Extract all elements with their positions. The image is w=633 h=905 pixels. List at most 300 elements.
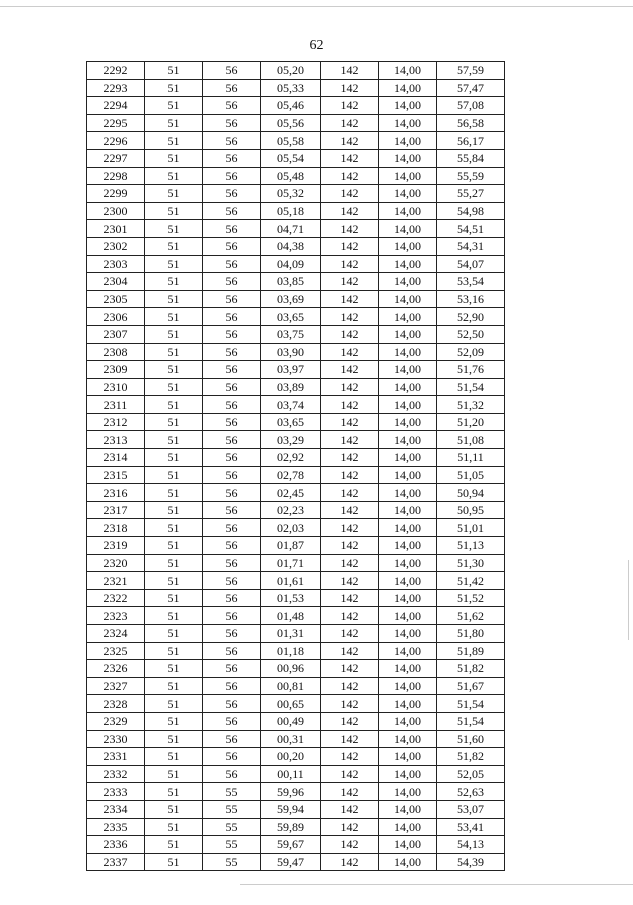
cell-lat-minutes: 56	[203, 625, 261, 643]
cell-lat-seconds: 05,33	[261, 79, 321, 97]
cell-point-number: 2326	[87, 660, 145, 678]
cell-lon-degrees: 142	[321, 572, 379, 590]
cell-lat-minutes: 56	[203, 484, 261, 502]
cell-lat-seconds: 59,47	[261, 853, 321, 871]
cell-lon-minutes: 14,00	[379, 501, 437, 519]
cell-lon-degrees: 142	[321, 466, 379, 484]
cell-point-number: 2314	[87, 449, 145, 467]
cell-point-number: 2299	[87, 185, 145, 203]
cell-lat-minutes: 56	[203, 413, 261, 431]
cell-lon-minutes: 14,00	[379, 607, 437, 625]
cell-lat-degrees: 51	[145, 853, 203, 871]
cell-lon-minutes: 14,00	[379, 343, 437, 361]
cell-lon-minutes: 14,00	[379, 202, 437, 220]
cell-lon-degrees: 142	[321, 607, 379, 625]
cell-lon-seconds: 57,47	[437, 79, 505, 97]
cell-point-number: 2323	[87, 607, 145, 625]
table-row	[87, 818, 505, 836]
cell-point-number: 2304	[87, 273, 145, 291]
cell-lon-seconds: 51,60	[437, 730, 505, 748]
cell-lat-minutes: 55	[203, 818, 261, 836]
cell-lat-minutes: 56	[203, 396, 261, 414]
cell-lon-degrees: 142	[321, 589, 379, 607]
cell-lat-seconds: 59,94	[261, 800, 321, 818]
cell-lat-seconds: 03,85	[261, 273, 321, 291]
cell-point-number: 2315	[87, 466, 145, 484]
cell-lon-seconds: 52,50	[437, 325, 505, 343]
cell-point-number: 2293	[87, 79, 145, 97]
cell-lon-minutes: 14,00	[379, 79, 437, 97]
cell-lon-seconds: 51,30	[437, 554, 505, 572]
cell-lat-degrees: 51	[145, 730, 203, 748]
cell-lon-seconds: 52,05	[437, 765, 505, 783]
table-row	[87, 62, 505, 80]
cell-lat-degrees: 51	[145, 836, 203, 854]
cell-lon-seconds: 50,94	[437, 484, 505, 502]
cell-point-number: 2310	[87, 378, 145, 396]
cell-lon-degrees: 142	[321, 695, 379, 713]
table-row	[87, 783, 505, 801]
cell-lon-seconds: 51,82	[437, 660, 505, 678]
cell-lon-degrees: 142	[321, 132, 379, 150]
cell-lat-minutes: 55	[203, 783, 261, 801]
scan-edge-bottom	[240, 884, 633, 885]
cell-lat-minutes: 56	[203, 449, 261, 467]
cell-lon-degrees: 142	[321, 800, 379, 818]
cell-lat-seconds: 03,65	[261, 413, 321, 431]
table-row	[87, 132, 505, 150]
cell-lat-degrees: 51	[145, 572, 203, 590]
cell-lon-minutes: 14,00	[379, 185, 437, 203]
cell-lat-minutes: 55	[203, 800, 261, 818]
cell-lat-degrees: 51	[145, 237, 203, 255]
cell-lat-degrees: 51	[145, 273, 203, 291]
cell-lon-seconds: 54,13	[437, 836, 505, 854]
cell-lon-seconds: 51,01	[437, 519, 505, 537]
cell-lon-minutes: 14,00	[379, 712, 437, 730]
table-row	[87, 625, 505, 643]
cell-lon-seconds: 52,09	[437, 343, 505, 361]
cell-lat-degrees: 51	[145, 519, 203, 537]
cell-lon-minutes: 14,00	[379, 273, 437, 291]
cell-lon-seconds: 54,98	[437, 202, 505, 220]
cell-lon-degrees: 142	[321, 748, 379, 766]
cell-lat-minutes: 56	[203, 132, 261, 150]
cell-lat-seconds: 05,20	[261, 62, 321, 80]
cell-lat-degrees: 51	[145, 396, 203, 414]
table-row	[87, 361, 505, 379]
cell-lon-minutes: 14,00	[379, 748, 437, 766]
scan-edge-right	[628, 560, 629, 640]
cell-lat-degrees: 51	[145, 748, 203, 766]
cell-lat-degrees: 51	[145, 818, 203, 836]
cell-lat-seconds: 00,49	[261, 712, 321, 730]
cell-lat-seconds: 05,46	[261, 97, 321, 115]
cell-lon-seconds: 52,63	[437, 783, 505, 801]
cell-lat-seconds: 59,89	[261, 818, 321, 836]
table-row	[87, 431, 505, 449]
cell-lat-minutes: 56	[203, 748, 261, 766]
cell-lat-degrees: 51	[145, 554, 203, 572]
cell-lat-seconds: 03,75	[261, 325, 321, 343]
table-row	[87, 607, 505, 625]
cell-lon-seconds: 55,84	[437, 149, 505, 167]
cell-lon-minutes: 14,00	[379, 730, 437, 748]
cell-point-number: 2318	[87, 519, 145, 537]
cell-lat-degrees: 51	[145, 695, 203, 713]
table-row	[87, 343, 505, 361]
table-row	[87, 167, 505, 185]
cell-lat-degrees: 51	[145, 501, 203, 519]
cell-lat-minutes: 56	[203, 660, 261, 678]
table-row	[87, 660, 505, 678]
cell-lon-seconds: 51,32	[437, 396, 505, 414]
cell-point-number: 2307	[87, 325, 145, 343]
cell-lat-minutes: 56	[203, 607, 261, 625]
cell-lon-seconds: 55,59	[437, 167, 505, 185]
cell-lon-seconds: 54,51	[437, 220, 505, 238]
cell-lon-minutes: 14,00	[379, 237, 437, 255]
cell-lat-seconds: 02,45	[261, 484, 321, 502]
cell-lat-seconds: 00,81	[261, 677, 321, 695]
table-row	[87, 677, 505, 695]
table-row	[87, 537, 505, 555]
cell-lon-minutes: 14,00	[379, 783, 437, 801]
table-row	[87, 255, 505, 273]
cell-lat-degrees: 51	[145, 449, 203, 467]
cell-lon-minutes: 14,00	[379, 449, 437, 467]
cell-lon-seconds: 52,90	[437, 308, 505, 326]
coordinates-table	[86, 61, 505, 871]
cell-lon-minutes: 14,00	[379, 765, 437, 783]
cell-point-number: 2325	[87, 642, 145, 660]
cell-lat-seconds: 01,71	[261, 554, 321, 572]
table-row	[87, 202, 505, 220]
cell-lat-seconds: 00,65	[261, 695, 321, 713]
cell-lon-seconds: 51,76	[437, 361, 505, 379]
cell-lon-seconds: 53,16	[437, 290, 505, 308]
cell-lat-minutes: 56	[203, 519, 261, 537]
cell-lon-degrees: 142	[321, 765, 379, 783]
cell-lon-degrees: 142	[321, 290, 379, 308]
cell-lat-seconds: 03,89	[261, 378, 321, 396]
cell-lat-minutes: 56	[203, 343, 261, 361]
cell-point-number: 2306	[87, 308, 145, 326]
cell-lat-degrees: 51	[145, 167, 203, 185]
cell-lon-degrees: 142	[321, 343, 379, 361]
table-row	[87, 149, 505, 167]
cell-point-number: 2294	[87, 97, 145, 115]
cell-lat-degrees: 51	[145, 642, 203, 660]
cell-lat-minutes: 56	[203, 361, 261, 379]
cell-lat-degrees: 51	[145, 149, 203, 167]
cell-lon-minutes: 14,00	[379, 114, 437, 132]
cell-lon-seconds: 57,08	[437, 97, 505, 115]
table-row	[87, 449, 505, 467]
table-row	[87, 237, 505, 255]
cell-point-number: 2297	[87, 149, 145, 167]
table-row	[87, 748, 505, 766]
cell-lon-seconds: 51,13	[437, 537, 505, 555]
cell-lat-seconds: 05,18	[261, 202, 321, 220]
table-row	[87, 378, 505, 396]
cell-lat-degrees: 51	[145, 589, 203, 607]
cell-lon-seconds: 56,58	[437, 114, 505, 132]
cell-lon-degrees: 142	[321, 783, 379, 801]
cell-lat-seconds: 04,09	[261, 255, 321, 273]
cell-lon-minutes: 14,00	[379, 853, 437, 871]
cell-lon-degrees: 142	[321, 484, 379, 502]
cell-lon-seconds: 51,82	[437, 748, 505, 766]
cell-lat-degrees: 51	[145, 378, 203, 396]
cell-lat-seconds: 03,97	[261, 361, 321, 379]
cell-lon-degrees: 142	[321, 660, 379, 678]
cell-lat-seconds: 01,53	[261, 589, 321, 607]
cell-lat-seconds: 00,96	[261, 660, 321, 678]
cell-lon-minutes: 14,00	[379, 361, 437, 379]
cell-lon-minutes: 14,00	[379, 132, 437, 150]
cell-lon-degrees: 142	[321, 79, 379, 97]
cell-lon-seconds: 51,52	[437, 589, 505, 607]
cell-lat-degrees: 51	[145, 325, 203, 343]
cell-lat-degrees: 51	[145, 97, 203, 115]
cell-lon-seconds: 51,80	[437, 625, 505, 643]
cell-lon-seconds: 51,20	[437, 413, 505, 431]
cell-lat-degrees: 51	[145, 308, 203, 326]
cell-lat-minutes: 56	[203, 79, 261, 97]
cell-lat-degrees: 51	[145, 79, 203, 97]
cell-lat-minutes: 56	[203, 185, 261, 203]
cell-lat-seconds: 00,31	[261, 730, 321, 748]
table-row	[87, 695, 505, 713]
cell-lon-degrees: 142	[321, 149, 379, 167]
cell-lon-minutes: 14,00	[379, 97, 437, 115]
cell-lat-seconds: 03,69	[261, 290, 321, 308]
cell-lon-degrees: 142	[321, 712, 379, 730]
cell-lon-seconds: 51,42	[437, 572, 505, 590]
cell-lat-minutes: 56	[203, 273, 261, 291]
cell-lat-minutes: 56	[203, 712, 261, 730]
table-row	[87, 800, 505, 818]
cell-lat-minutes: 56	[203, 255, 261, 273]
cell-lon-degrees: 142	[321, 220, 379, 238]
cell-lat-minutes: 56	[203, 378, 261, 396]
cell-lat-minutes: 56	[203, 537, 261, 555]
cell-lat-degrees: 51	[145, 625, 203, 643]
table-row	[87, 765, 505, 783]
cell-lon-minutes: 14,00	[379, 290, 437, 308]
table-row	[87, 589, 505, 607]
cell-lat-seconds: 59,67	[261, 836, 321, 854]
cell-lon-degrees: 142	[321, 114, 379, 132]
cell-point-number: 2322	[87, 589, 145, 607]
cell-point-number: 2311	[87, 396, 145, 414]
cell-lon-degrees: 142	[321, 431, 379, 449]
cell-point-number: 2332	[87, 765, 145, 783]
cell-lat-minutes: 56	[203, 466, 261, 484]
cell-lat-degrees: 51	[145, 220, 203, 238]
cell-lat-degrees: 51	[145, 765, 203, 783]
cell-lat-seconds: 04,71	[261, 220, 321, 238]
table-row	[87, 730, 505, 748]
cell-lat-degrees: 51	[145, 290, 203, 308]
cell-point-number: 2308	[87, 343, 145, 361]
cell-lon-degrees: 142	[321, 537, 379, 555]
cell-point-number: 2327	[87, 677, 145, 695]
cell-lon-seconds: 51,54	[437, 712, 505, 730]
cell-lon-degrees: 142	[321, 836, 379, 854]
table-row	[87, 712, 505, 730]
cell-lon-degrees: 142	[321, 202, 379, 220]
cell-lat-minutes: 55	[203, 836, 261, 854]
cell-lat-minutes: 55	[203, 853, 261, 871]
cell-point-number: 2334	[87, 800, 145, 818]
cell-point-number: 2292	[87, 62, 145, 80]
cell-point-number: 2301	[87, 220, 145, 238]
table-row	[87, 519, 505, 537]
cell-lon-minutes: 14,00	[379, 255, 437, 273]
table-row	[87, 185, 505, 203]
cell-lon-degrees: 142	[321, 730, 379, 748]
cell-lon-seconds: 51,54	[437, 378, 505, 396]
cell-lon-minutes: 14,00	[379, 519, 437, 537]
cell-lon-seconds: 56,17	[437, 132, 505, 150]
cell-lat-degrees: 51	[145, 361, 203, 379]
cell-lon-degrees: 142	[321, 237, 379, 255]
cell-point-number: 2317	[87, 501, 145, 519]
cell-lon-minutes: 14,00	[379, 149, 437, 167]
cell-point-number: 2331	[87, 748, 145, 766]
cell-lon-minutes: 14,00	[379, 325, 437, 343]
cell-lon-degrees: 142	[321, 255, 379, 273]
cell-point-number: 2303	[87, 255, 145, 273]
cell-lat-degrees: 51	[145, 343, 203, 361]
cell-lat-seconds: 04,38	[261, 237, 321, 255]
cell-lat-seconds: 05,32	[261, 185, 321, 203]
cell-point-number: 2320	[87, 554, 145, 572]
cell-lon-seconds: 51,67	[437, 677, 505, 695]
cell-point-number: 2324	[87, 625, 145, 643]
cell-point-number: 2309	[87, 361, 145, 379]
table-row	[87, 572, 505, 590]
cell-point-number: 2329	[87, 712, 145, 730]
cell-lat-minutes: 56	[203, 202, 261, 220]
cell-lon-minutes: 14,00	[379, 466, 437, 484]
cell-lon-degrees: 142	[321, 273, 379, 291]
table-row	[87, 396, 505, 414]
cell-lon-minutes: 14,00	[379, 589, 437, 607]
cell-lat-degrees: 51	[145, 431, 203, 449]
cell-lon-degrees: 142	[321, 853, 379, 871]
cell-lat-degrees: 51	[145, 62, 203, 80]
cell-lon-degrees: 142	[321, 396, 379, 414]
table-row	[87, 290, 505, 308]
cell-lon-degrees: 142	[321, 449, 379, 467]
cell-lon-minutes: 14,00	[379, 396, 437, 414]
cell-lon-minutes: 14,00	[379, 431, 437, 449]
cell-lon-minutes: 14,00	[379, 537, 437, 555]
cell-lat-minutes: 56	[203, 62, 261, 80]
cell-lon-seconds: 51,08	[437, 431, 505, 449]
cell-point-number: 2333	[87, 783, 145, 801]
cell-lat-degrees: 51	[145, 712, 203, 730]
cell-lat-seconds: 05,58	[261, 132, 321, 150]
cell-lat-degrees: 51	[145, 466, 203, 484]
cell-point-number: 2300	[87, 202, 145, 220]
cell-lat-minutes: 56	[203, 589, 261, 607]
table-row	[87, 642, 505, 660]
cell-lat-seconds: 00,20	[261, 748, 321, 766]
cell-lon-minutes: 14,00	[379, 677, 437, 695]
cell-point-number: 2296	[87, 132, 145, 150]
cell-lat-minutes: 56	[203, 220, 261, 238]
table-row	[87, 484, 505, 502]
cell-lon-seconds: 55,27	[437, 185, 505, 203]
cell-lat-degrees: 51	[145, 413, 203, 431]
cell-lat-minutes: 56	[203, 554, 261, 572]
cell-lat-minutes: 56	[203, 325, 261, 343]
cell-point-number: 2330	[87, 730, 145, 748]
table-row	[87, 554, 505, 572]
cell-lat-minutes: 56	[203, 572, 261, 590]
cell-lat-seconds: 03,65	[261, 308, 321, 326]
cell-lon-seconds: 53,54	[437, 273, 505, 291]
cell-point-number: 2312	[87, 413, 145, 431]
table-row	[87, 220, 505, 238]
cell-lat-seconds: 01,48	[261, 607, 321, 625]
cell-lon-degrees: 142	[321, 818, 379, 836]
cell-lat-seconds: 02,92	[261, 449, 321, 467]
table-row	[87, 273, 505, 291]
cell-lon-minutes: 14,00	[379, 800, 437, 818]
coordinates-table-body	[87, 62, 505, 871]
cell-lon-seconds: 54,31	[437, 237, 505, 255]
cell-lon-seconds: 51,11	[437, 449, 505, 467]
cell-lon-degrees: 142	[321, 185, 379, 203]
cell-lon-degrees: 142	[321, 308, 379, 326]
cell-point-number: 2316	[87, 484, 145, 502]
cell-lat-seconds: 03,74	[261, 396, 321, 414]
cell-point-number: 2305	[87, 290, 145, 308]
table-row	[87, 97, 505, 115]
cell-lat-degrees: 51	[145, 202, 203, 220]
cell-point-number: 2302	[87, 237, 145, 255]
cell-lon-seconds: 54,39	[437, 853, 505, 871]
cell-lon-minutes: 14,00	[379, 836, 437, 854]
cell-lat-seconds: 05,48	[261, 167, 321, 185]
cell-lat-minutes: 56	[203, 290, 261, 308]
cell-lon-degrees: 142	[321, 167, 379, 185]
cell-lat-seconds: 59,96	[261, 783, 321, 801]
cell-lon-degrees: 142	[321, 62, 379, 80]
cell-lat-minutes: 56	[203, 765, 261, 783]
cell-lon-minutes: 14,00	[379, 308, 437, 326]
cell-lon-degrees: 142	[321, 554, 379, 572]
cell-lon-degrees: 142	[321, 361, 379, 379]
cell-point-number: 2335	[87, 818, 145, 836]
cell-lat-degrees: 51	[145, 800, 203, 818]
table-row	[87, 466, 505, 484]
cell-lon-minutes: 14,00	[379, 660, 437, 678]
cell-lon-minutes: 14,00	[379, 625, 437, 643]
table-row	[87, 114, 505, 132]
cell-point-number: 2313	[87, 431, 145, 449]
cell-lon-seconds: 51,54	[437, 695, 505, 713]
cell-lon-minutes: 14,00	[379, 818, 437, 836]
cell-lat-seconds: 02,03	[261, 519, 321, 537]
cell-point-number: 2336	[87, 836, 145, 854]
cell-lat-degrees: 51	[145, 484, 203, 502]
